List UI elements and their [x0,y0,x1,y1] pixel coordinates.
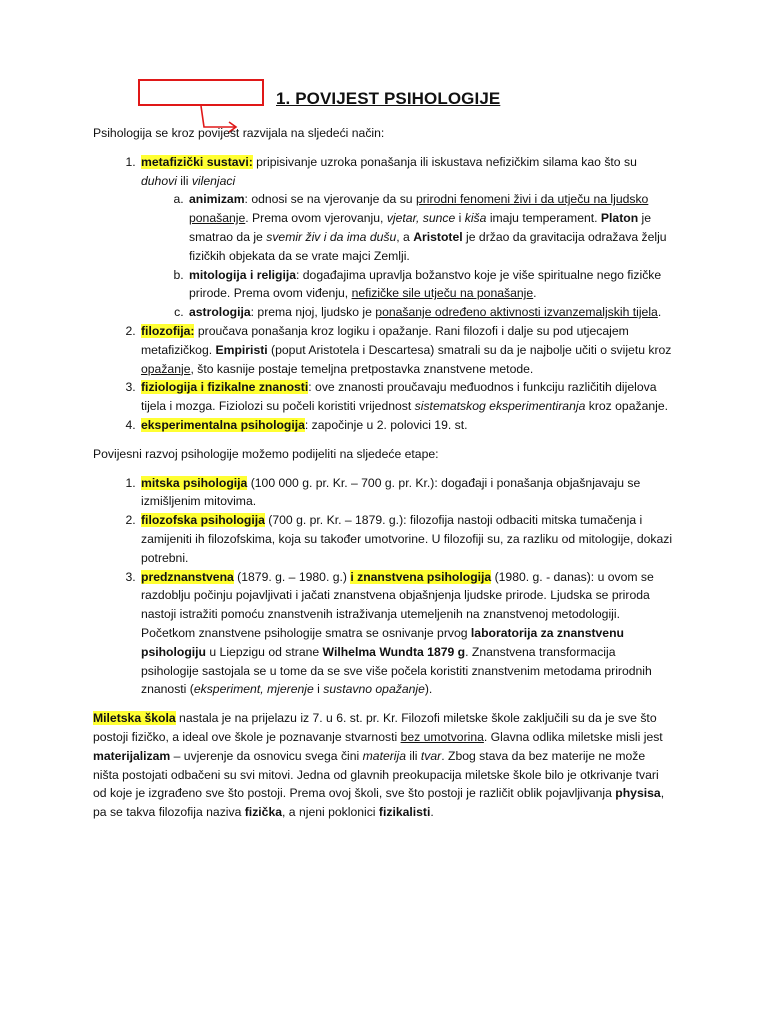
list-item-physiology: 3. fiziologija i fizikalne znanosti: ove znanosti proučavaju međuodnos i funkciju različitih dijelova tijela i mozga. Fiziolozi su počeli koristiti vrijednost sistematskog eksperimentiranja kroz opažanje. [139,378,673,416]
highlighted-term: filozofija: [141,323,195,338]
list-item-philosophy: 2. filozofija: proučava ponašanja kroz logiku i opažanje. Rani filozofi i dalje su pod utjecajem metafizičkog. Empiristi (poput Aristotela i Descartesa) smatrali su da je najbolje učiti o svijetu kroz opažanje, što kasnije postaje temeljna pretpostavka znanstvene metode. [139,322,673,378]
page-title: 1. POVIJEST PSIHOLOGIJE [276,89,501,108]
miletus-paragraph: Miletska škola nastala je na prijelazu iz 7. u 6. st. pr. Kr. Filozofi miletske škole zaključili su da je sve što postoji fizičko, a ideal ove škole je poznavanje stvarnosti bez umotvorina. Glavna odlika miletske misli jest materijalizam – uvjerenje da osnovicu svega čini materija ili tvar. Zbog stava da bez materije ne može ništa postojati odbačeni su svi mitovi. Jedna od glavnih preokupacija miletske škole bilo je otkrivanje tvari od koje je izgrađeno sve što postoji. Prema ovoj školi, sve što postoji je različit oblik pojavljivanja physisa, pa se takva filozofija naziva fizička, a njeni poklonici fizikalisti. [93,711,665,820]
list-item-scientific: 3. predznanstvena (1879. g. – 1980. g.) i znanstvena psihologija (1980. g. - danas): u ovom se razdoblju počinju pojavljivati i jačati znanstvena objašnjenja ljudske prirode. Ljudska se priroda nastoji istražiti pomoću znanstvenih istraživanja utemeljenih na znanstvenoj metodologiji. Početkom znanstvene psihologije smatra se osnivanje prvog laboratorija za znanstvenu psihologiju u Liepzigu od strane Wilhelma Wundta 1879 g. Znanstvena transformacija psihologije sastojala se u tome da se sve više počela koristiti znanstvenim metodama prirodnih znanosti (eksperiment, mjerenje i sustavno opažanje). [139,568,673,700]
stages-list [93,474,673,700]
document-body [93,124,673,832]
highlighted-term: metafizički sustavi: [141,154,253,169]
highlighted-term: predznanstvena [141,569,234,584]
sublist-item-astrology: c. astrologija: prema njoj, ljudsko je ponašanje određeno aktivnosti izvanzemaljskih tijela. [187,303,673,322]
sublist-item-animism: a. animizam: odnosi se na vjerovanje da su prirodni fenomeni živi i da utječu na ljudsko ponašanje. Prema ovom vjerovanju, vjetar, sunce i kiša imaju temperament. Platon je smatrao da je svemir živ i da ima dušu, a Aristotel je držao da gravitacija odražava želju fizičkih objekata da se vrate majci Zemlji. [187,190,673,265]
highlighted-term: i znanstvena psihologija [350,569,492,584]
highlighted-term: mitska psihologija [141,475,248,490]
highlighted-term: Miletska škola [93,711,176,726]
list-item-experimental: 4. eksperimentalna psihologija: započinje u 2. polovici 19. st. [139,416,673,435]
highlighted-term: fiziologija i fizikalne znanosti [141,380,309,395]
list-item-mythic: 1. mitska psihologija (100 000 g. pr. Kr. – 700 g. pr. Kr.): događaji i ponašanja objašnjavaju se izmišljenim mitovima. [139,474,673,512]
list-item-metaphysical: 1. metafizički sustavi: pripisivanje uzroka ponašanja ili iskustava nefizičkim silama kao što su duhovi ili vilenjaci a. animizam: odnosi se na vjerovanje da su prirodni fenomeni živi i da utječu na ljudsko ponašanje. Prema ovom vjerovanju, vjetar, sunce i kiša imaju temperament. Platon je smatrao da je svemir živ i da ima dušu, a Aristotel je držao da gravitacija odražava želju fizičkih objekata da se vrate majci Zemlji. b. mitologija i religija: događajima upravlja božanstvo koje je više spiritualne nego fizičke prirode. Prema ovom viđenju, nefizičke sile utječu na ponašanje. c. astrologija: prema njoj, ljudsko je ponašanje određeno aktivnosti izvanzemaljskih tijela. [139,153,673,322]
intro-paragraph: Psihologija se kroz povijest razvijala na sljedeći način: [93,126,385,140]
highlighted-term: eksperimentalna psihologija [141,417,305,432]
history-list [93,153,673,435]
list-item-philosophical: 2. filozofska psihologija (700 g. pr. Kr. – 1879. g.): filozofija nastoji odbaciti mitska tumačenja i zamijeniti ih filozofskima, koja su također umotvorine. U filozofiji su, za razliku od mitologije, dokazi potrebni. [139,511,673,567]
highlighted-term: filozofska psihologija [141,513,265,528]
metaphysical-sublist [141,190,673,322]
sublist-item-mythology: b. mitologija i religija: događajima upravlja božanstvo koje je više spiritualne nego fizičke prirode. Prema ovom viđenju, nefizičke sile utječu na ponašanje. [187,266,673,304]
red-annotation-box [138,79,264,106]
stages-intro-paragraph: Povijesni razvoj psihologije možemo podijeliti na sljedeće etape: [93,446,439,461]
